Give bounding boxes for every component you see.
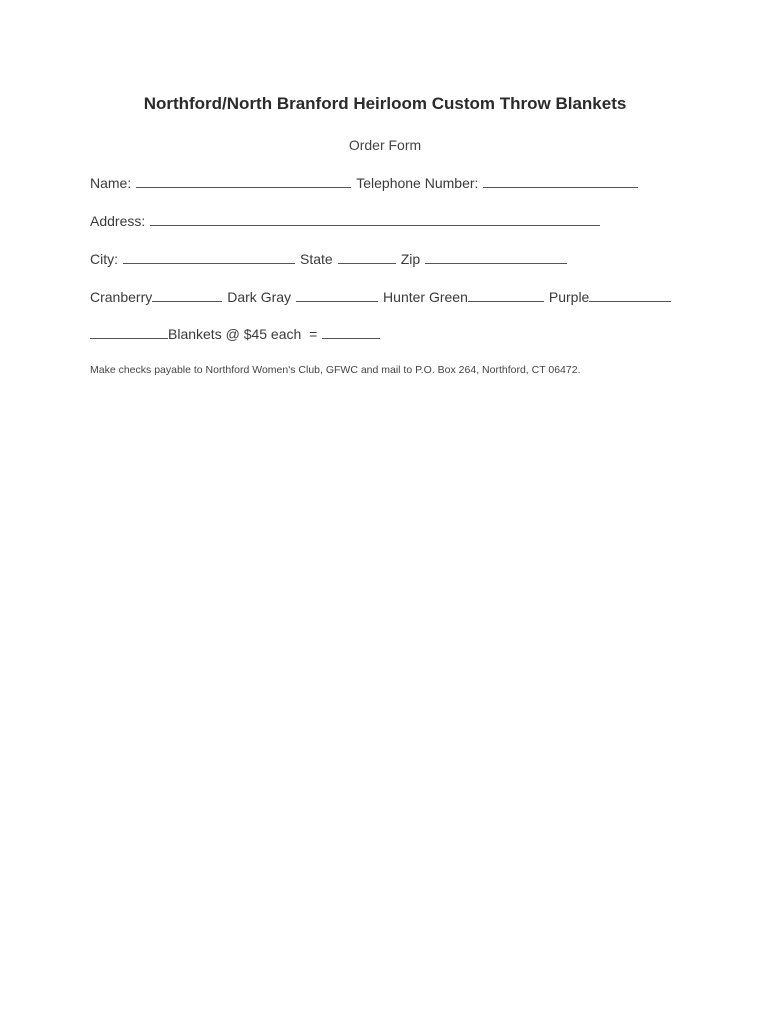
- zip-label: Zip: [400, 251, 421, 267]
- dark-gray-label: Dark Gray: [227, 289, 292, 305]
- blankets-label: Blankets @ $45 each =: [168, 326, 318, 342]
- city-field[interactable]: [123, 251, 295, 264]
- document-subtitle: Order Form: [348, 137, 422, 153]
- telephone-label: Telephone Number:: [356, 175, 479, 191]
- colors-row: [90, 289, 671, 305]
- name-phone-row: [90, 175, 638, 191]
- blankets-qty-field[interactable]: [90, 326, 168, 339]
- address-field[interactable]: [150, 213, 600, 226]
- city-state-zip-row: [90, 251, 567, 267]
- address-row: [90, 213, 600, 229]
- telephone-field[interactable]: [483, 175, 638, 188]
- dark-gray-qty-field[interactable]: [296, 289, 378, 302]
- cranberry-qty-field[interactable]: [152, 289, 222, 302]
- document-title: Northford/North Branford Heirloom Custom Throw Blankets: [143, 94, 627, 113]
- total-field[interactable]: [322, 326, 380, 339]
- hunter-green-label: Hunter Green: [383, 289, 468, 305]
- address-label: Address:: [90, 213, 146, 229]
- city-label: City:: [90, 251, 118, 267]
- name-label: Name:: [90, 175, 132, 191]
- cranberry-label: Cranberry: [90, 289, 153, 305]
- state-field[interactable]: [338, 251, 396, 264]
- blankets-total-row: [90, 326, 380, 342]
- name-field[interactable]: [136, 175, 351, 188]
- purple-label: Purple: [548, 289, 590, 305]
- hunter-green-qty-field[interactable]: [468, 289, 544, 302]
- payment-note: Make checks payable to Northford Women's Club, GFWC and mail to P.O. Box 264, Northford, CT 06472.: [90, 364, 581, 376]
- purple-qty-field[interactable]: [589, 289, 671, 302]
- zip-field[interactable]: [425, 251, 567, 264]
- state-label: State: [300, 251, 333, 267]
